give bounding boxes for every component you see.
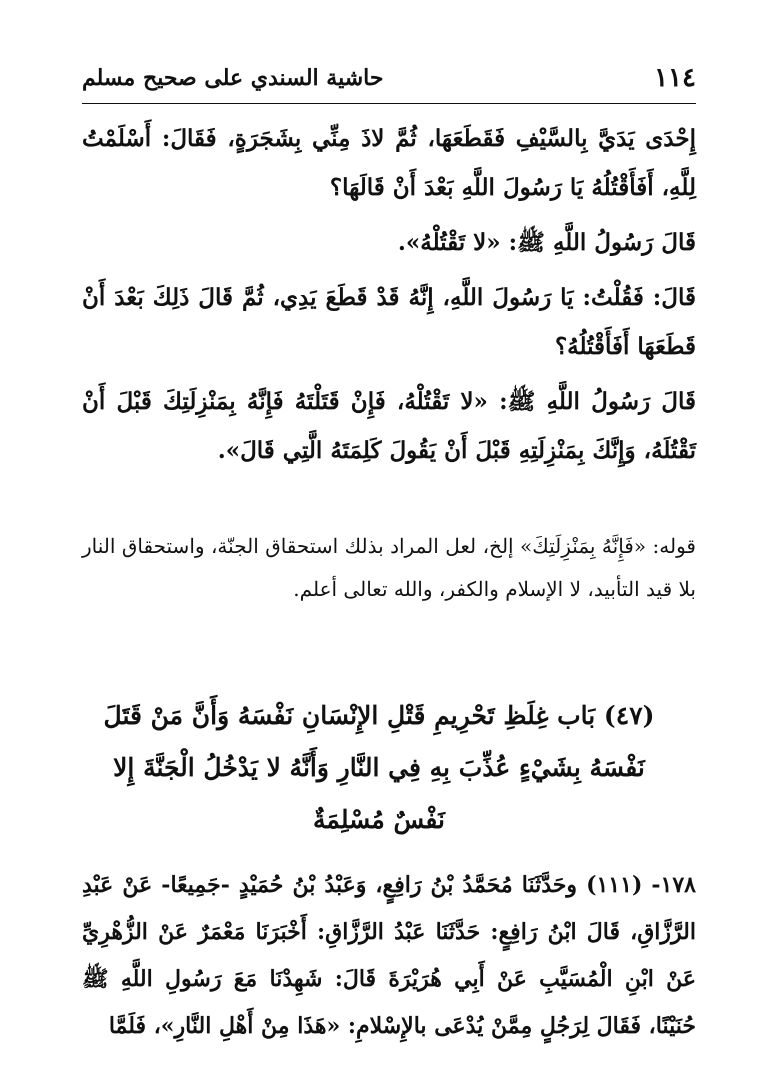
header-divider [82,103,696,104]
matn-paragraph-3: قَالَ: فَقُلْتُ: يَا رَسُولَ اللَّهِ، إِنَّهُ قَدْ قَطَعَ يَدِي، ثُمَّ قَالَ ذَلِكَ بَعْدَ أَنْ قَطَعَهَا أَفَأَقْتُلُهُ؟ [82,284,696,360]
commentary-note [82,525,696,611]
hadith-text: ١٧٨- (١١١) وحَدَّثَنَا مُحَمَّدُ بْنُ رَافِعٍ، وَعَبْدُ بْنُ حُمَيْدٍ -جَمِيعًا- عَنْ عَبْدِ الرَّزَّاقِ، قَالَ ابْنُ رَافِعٍ: حَدَّثَنَا عَبْدُ الرَّزَّاقِ: أَخْبَرَنَا مَعْمَرٌ عَنْ الزُّهْرِيِّ عَنْ ابْنِ الْمُسَيَّبِ عَنْ أَبِي هُرَيْرَةَ قَالَ: شَهِدْنَا مَعَ رَسُولِ اللَّهِ ﷺ حُنَيْنًا، فَقَالَ لِرَجُلٍ مِمَّنْ يُدْعَى بالإِسْلامِ: «هَذَا مِنْ أَهْلِ النَّارِ»، فَلَمَّا [82,872,696,1039]
chapter-heading: (٤٧) بَاب غِلَظِ تَحْرِيمِ قَتْلِ الإِنْسَانِ نَفْسَهُ وَأَنَّ مَنْ قَتَلَ نَفْسَهُ بِشَيْءٍ عُذِّبَ بِهِ فِي النَّارِ وَأَنَّهُ لا يَدْخُلُ الْجَنَّةَ إِلا نَفْسٌ مُسْلِمَةٌ [103,701,655,834]
hadith-178 [82,862,696,1050]
hadith-text-continued [82,114,696,475]
page-header [82,58,696,98]
running-title: حاشية السندي على صحيح مسلم [82,65,384,91]
page-number: ١١٤ [654,63,696,93]
commentary-text: قوله: «فَإِنَّهُ بِمَنْزِلَتِكَ» إلخ، لعل المراد بذلك استحقاق الجنّة، واستحقاق النار بلا قيد التأبيد، لا الإسلام والكفر، والله تعالى أعلم. [82,534,696,601]
matn-paragraph-2: قَالَ رَسُولُ اللَّهِ ﷺ: «لا تَقْتُلْهُ». [397,229,696,256]
matn-paragraph-1: إِحْدَى يَدَيَّ بِالسَّيْفِ فَقَطَعَهَا، ثُمَّ لاذَ مِنِّي بِشَجَرَةٍ، فَقَالَ: أَسْلَمْتُ لِلَّهِ، أَفَأَقْتُلُهُ يَا رَسُولَ اللَّهِ بَعْدَ أَنْ قَالَهَا؟ [82,125,696,201]
matn-paragraph-4: قَالَ رَسُولُ اللَّهِ ﷺ: «لا تَقْتُلْهُ، فَإِنْ قَتَلْتَهُ فَإِنَّهُ بِمَنْزِلَتِكَ قَبْلَ أَنْ تَقْتُلَهُ، وَإِنَّكَ بِمَنْزِلَتِهِ قَبْلَ أَنْ يَقُولَ كَلِمَتَهُ الَّتِي قَالَ». [82,388,696,464]
